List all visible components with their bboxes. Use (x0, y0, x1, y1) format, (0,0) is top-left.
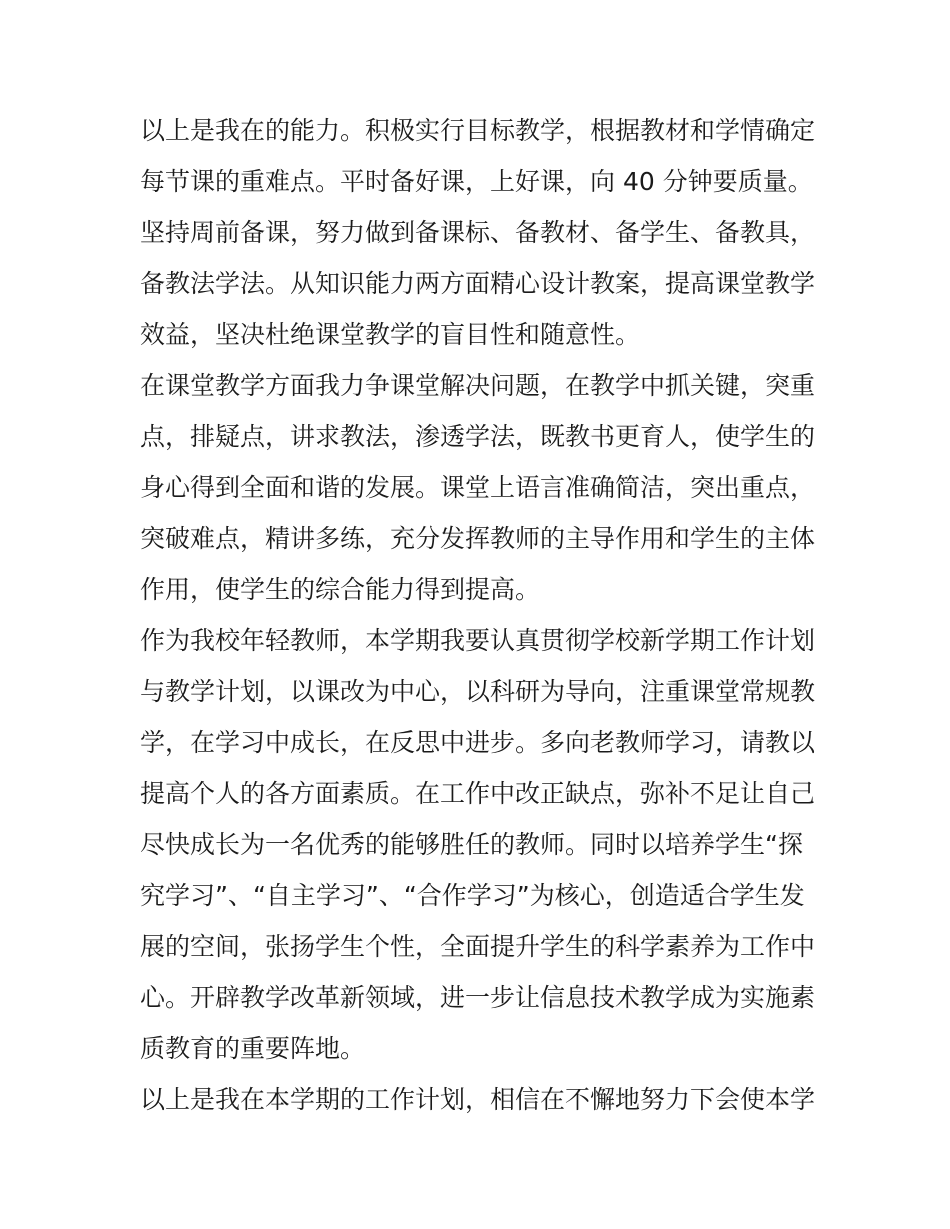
text-line: 心。开辟教学改革新领域，进一步让信息技术教学成为实施素 (140, 983, 816, 1012)
text-line: 作用，使学生的综合能力得到提高。 (140, 575, 541, 604)
text-line: 在课堂教学方面我力争课堂解决问题，在教学中抓关键，突重 (140, 371, 816, 400)
text-line: 以上是我在本学期的工作计划，相信在不懈地努力下会使本学 (140, 1085, 816, 1114)
text-line: 坚持周前备课，努力做到备课标、备教材、备学生、备教具， (140, 218, 816, 247)
text-line: 点，排疑点，讲求教法，渗透学法，既教书更育人，使学生的 (140, 422, 816, 451)
text-line: 效益，坚决杜绝课堂教学的盲目性和随意性。 (140, 320, 641, 349)
text-line: 质教育的重要阵地。 (140, 1034, 366, 1063)
paragraph-5 (140, 1074, 816, 1125)
paragraph-3 (140, 360, 816, 615)
paragraph-1 (140, 105, 816, 207)
text-line: 以上是我在的能力。积极实行目标教学，根据教材和学情确定 (140, 116, 816, 145)
text-line: 究学习”、“自主学习”、“合作学习”为核心，创造适合学生发 (140, 881, 805, 910)
text-line: 备教法学法。从知识能力两方面精心设计教案，提高课堂教学 (140, 269, 816, 298)
text-line: 突破难点，精讲多练，充分发挥教师的主导作用和学生的主体 (140, 524, 816, 553)
text-line: 与教学计划，以课改为中心，以科研为导向，注重课堂常规教 (140, 677, 816, 706)
paragraph-4 (140, 615, 816, 1074)
text-line: 每节课的重难点。平时备好课，上好课，向 40 分钟要质量。 (140, 167, 813, 196)
text-line: 展的空间，张扬学生个性，全面提升学生的科学素养为工作中 (140, 932, 816, 961)
text-line: 提高个人的各方面素质。在工作中改正缺点，弥补不足让自己 (140, 779, 816, 808)
text-line: 身心得到全面和谐的发展。课堂上语言准确简洁，突出重点， (140, 473, 816, 502)
document-body (140, 105, 816, 1125)
text-line: 学，在学习中成长，在反思中进步。多向老教师学习，请教以 (140, 728, 816, 757)
paragraph-2 (140, 207, 816, 360)
text-line: 尽快成长为一名优秀的能够胜任的教师。同时以培养学生“探 (140, 830, 803, 859)
text-line: 作为我校年轻教师，本学期我要认真贯彻学校新学期工作计划 (140, 626, 816, 655)
